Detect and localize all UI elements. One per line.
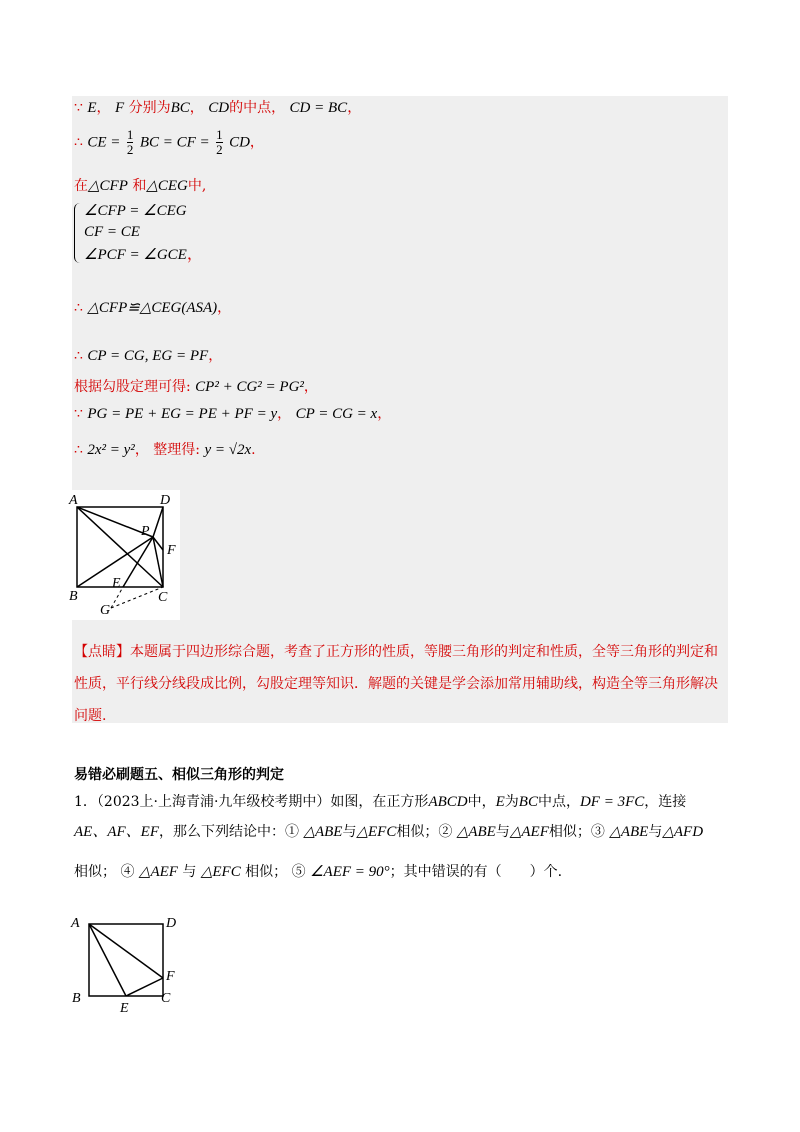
solution-line-7: 根据勾股定理可得: CP² + CG² = PG²， [74,379,318,395]
solution-line-8: ∵ PG = PE + EG = PE + PF = y， CP = CG = x， [74,406,392,422]
brace-row-last: ∠PCF = ∠GCE， [84,244,203,263]
comment-paragraph [74,636,724,732]
label-G: G [100,603,111,618]
label-E: E [112,576,121,591]
label-C: C [161,991,171,1006]
left-brace [74,203,83,263]
label-D: D [160,493,171,508]
section-title: 易错必刷题五、相似三角形的判定 [74,767,284,783]
solution-line-6: ∴ CP = CG, EG = PF， [74,348,223,364]
label-E: E [120,1001,129,1016]
comment-text: 本题属于四边形综合题，考查了正方形的性质，等腰三角形的判定和性质，全等三角形的判定和性质，平行线分线段成比例，勾股定理等知识．解题的关键是学会添加常用辅助线，构造全等三角形解决问题. [74,644,718,724]
solution-line-5: ∴ △CFP≌△CEG(ASA)， [74,300,232,316]
brace-row: CF = CE [84,224,140,240]
label-D: D [166,916,177,931]
label-P: P [141,524,150,539]
label-B: B [69,589,78,604]
solution-line-9: ∴ 2x² = y²， 整理得: y = √2x. [74,442,256,458]
label-B: B [72,991,81,1006]
label-A: A [69,493,78,508]
question-line-1: 1．（2023上·上海青浦·九年级校考期中）如图，在正方形ABCD中，E为BC中点，DF = 3FC，连接 [74,794,687,810]
question-line-2: AE、AF、EF，那么下列结论中：① △ABE与△EFC相似；② △ABE与△AEF相似；③ △ABE与△AFD [74,824,704,840]
solution-line-2: ∴ CE = $\frac{1}{2}$ BC = CF = $\frac{1}{2}$ CD， [74,127,264,157]
label-F: F [166,969,175,984]
solution-line-3: 在△CFP 和△CEG中, [74,178,207,194]
comment-tag: 【点睛】 [74,644,130,660]
question-line-3: 相似； ④ △AEF 与 △EFC 相似； ⑤ ∠AEF = 90°；其中错误的有（ ）个. [74,864,563,880]
label-F: F [167,543,176,558]
label-C: C [158,590,168,605]
fraction-half: $\frac{1}{2}$ [216,127,223,157]
geometry-figure-1 [68,490,180,620]
fraction-half: $\frac{1}{2}$ [126,127,134,157]
brace-row: ∠CFP = ∠CEG [84,203,187,219]
solution-line-1: ∵ E， F 分别为BC， CD的中点， CD = BC， [74,100,362,116]
label-A: A [71,916,80,931]
geometry-figure-2 [68,912,184,1016]
